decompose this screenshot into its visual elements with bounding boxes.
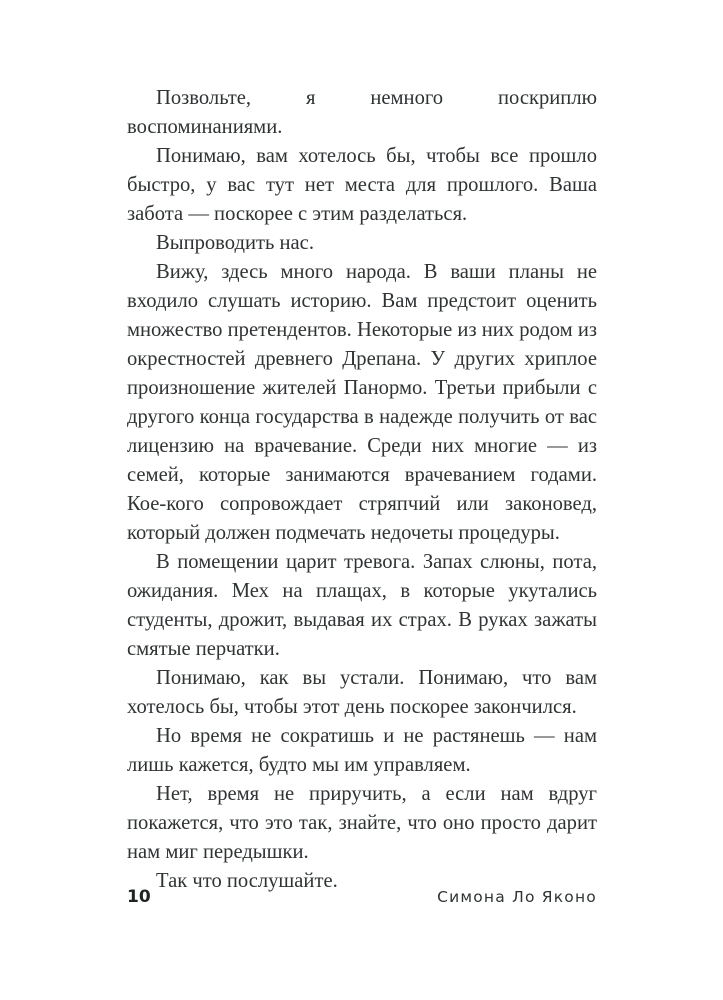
paragraph: Выпроводить нас. xyxy=(156,232,314,254)
page-number: 10 xyxy=(127,887,151,907)
paragraph: В помещении царит тревога. Запах слюны, пота, ожидания. Мех на плащах, в которые укутались студенты, дрожит, выдавая их страх. В руках зажаты смятые перчатки. xyxy=(127,551,597,660)
paragraph: Но время не сократишь и не растянешь — нам лишь кажется, будто мы им управляем. xyxy=(127,725,597,776)
running-footer-author: Симона Ло Яконо xyxy=(437,888,597,906)
page-footer xyxy=(127,887,597,917)
paragraph: Понимаю, вам хотелось бы, чтобы все прошло быстро, у вас тут нет места для прошлого. Ваша забота — поскорее с этим разделаться. xyxy=(127,145,597,225)
paragraph: Нет, время не приручить, а если нам вдруг покажется, что это так, знайте, что оно просто дарит нам миг передышки. xyxy=(127,783,597,863)
paragraph: Вижу, здесь много народа. В ваши планы не входило слушать историю. Вам предстоит оценить множество претендентов. Некоторые из них родом из окрестностей древнего Дрепана. У других хриплое произношение жителей Панормо. Третьи прибыли с другого конца государства в надежде получить от вас лицензию на врачевание. Среди них многие — из семей, которые занимаются врачеванием годами. Кое-кого сопровождает стряпчий или законовед, который должен подмечать недочеты процедуры. xyxy=(127,261,597,544)
paragraph: Понимаю, как вы устали. Понимаю, что вам хотелось бы, чтобы этот день поскорее закончился. xyxy=(127,667,597,718)
paragraph: Позвольте, я немного поскриплю воспоминаниями. xyxy=(127,87,597,138)
body-text xyxy=(127,84,597,896)
paragraph: Так что послушайте. xyxy=(156,870,338,892)
